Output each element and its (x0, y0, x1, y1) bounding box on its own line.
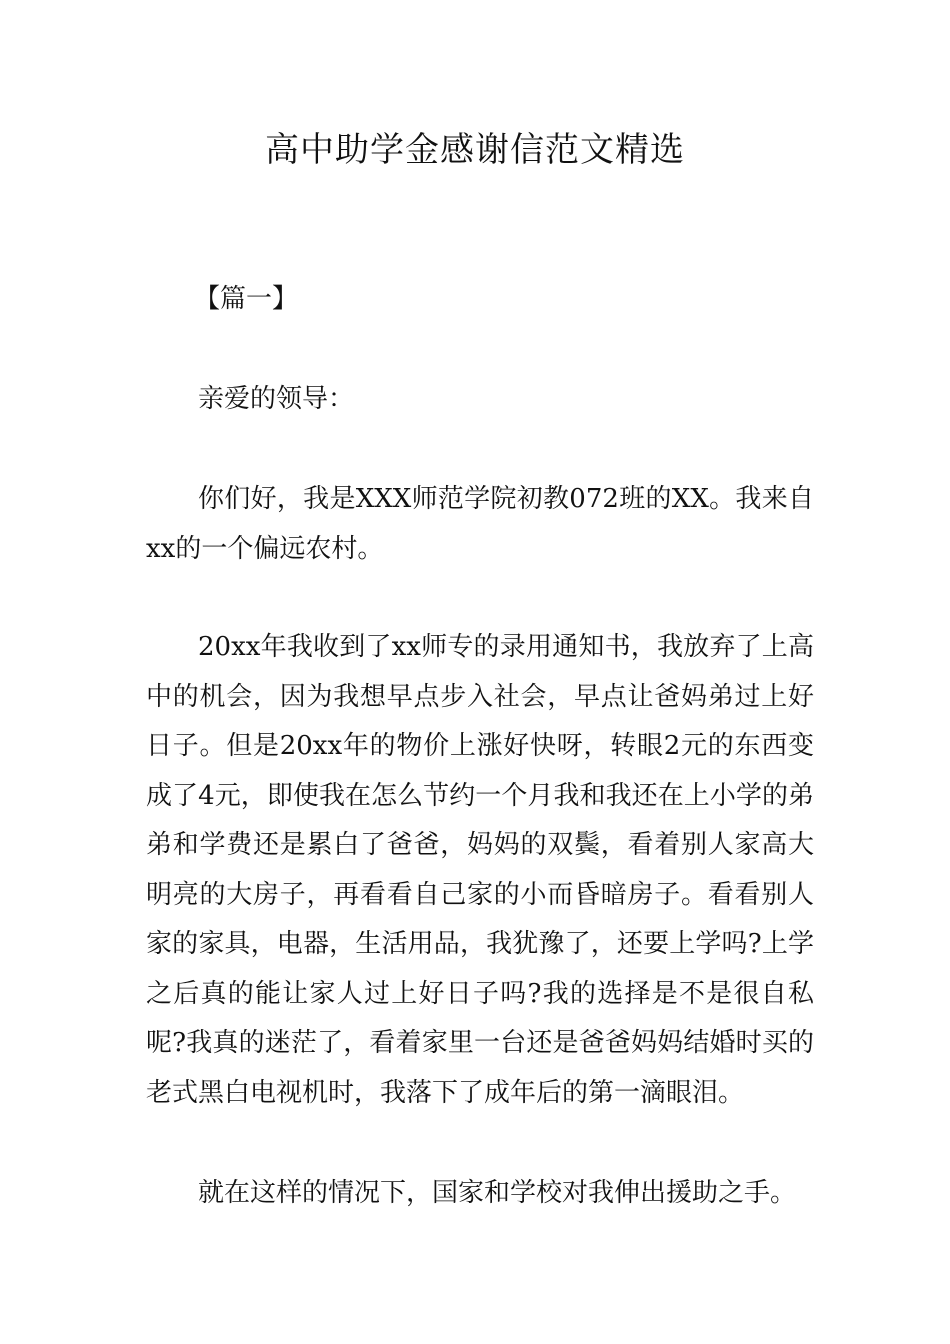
paragraph-1: 你们好，我是XXX师范学院初教072班的XX。我来自xx的一个偏远农村。 (146, 484, 814, 564)
paragraph-2: 20xx年我收到了xx师专的录用通知书，我放弃了上高中的机会，因为我想早点步入社会，早点让爸妈弟过上好日子。但是20xx年的物价上涨好快呀，转眼2元的东西变成了4元，即使我在怎么节约一个月我和我还在上小学的弟弟和学费还是累白了爸爸，妈妈的双鬓，看着别人家高大明亮的大房子，再看看自己家的小而昏暗房子。看看别人家的家具，电器，生活用品，我犹豫了，还要上学吗?上学之后真的能让家人过上好日子吗?我的选择是不是很自私呢?我真的迷茫了，看着家里一台还是爸爸妈妈结婚时买的老式黑白电视机时，我落下了成年后的第一滴眼泪。 (146, 632, 814, 1108)
paragraph-3: 就在这样的情况下，国家和学校对我伸出援助之手。 (198, 1178, 797, 1208)
salutation: 亲爱的领导： (198, 384, 355, 414)
document-title: 高中助学金感谢信范文精选 (265, 130, 685, 170)
section-label: 【篇一】 (194, 284, 299, 314)
